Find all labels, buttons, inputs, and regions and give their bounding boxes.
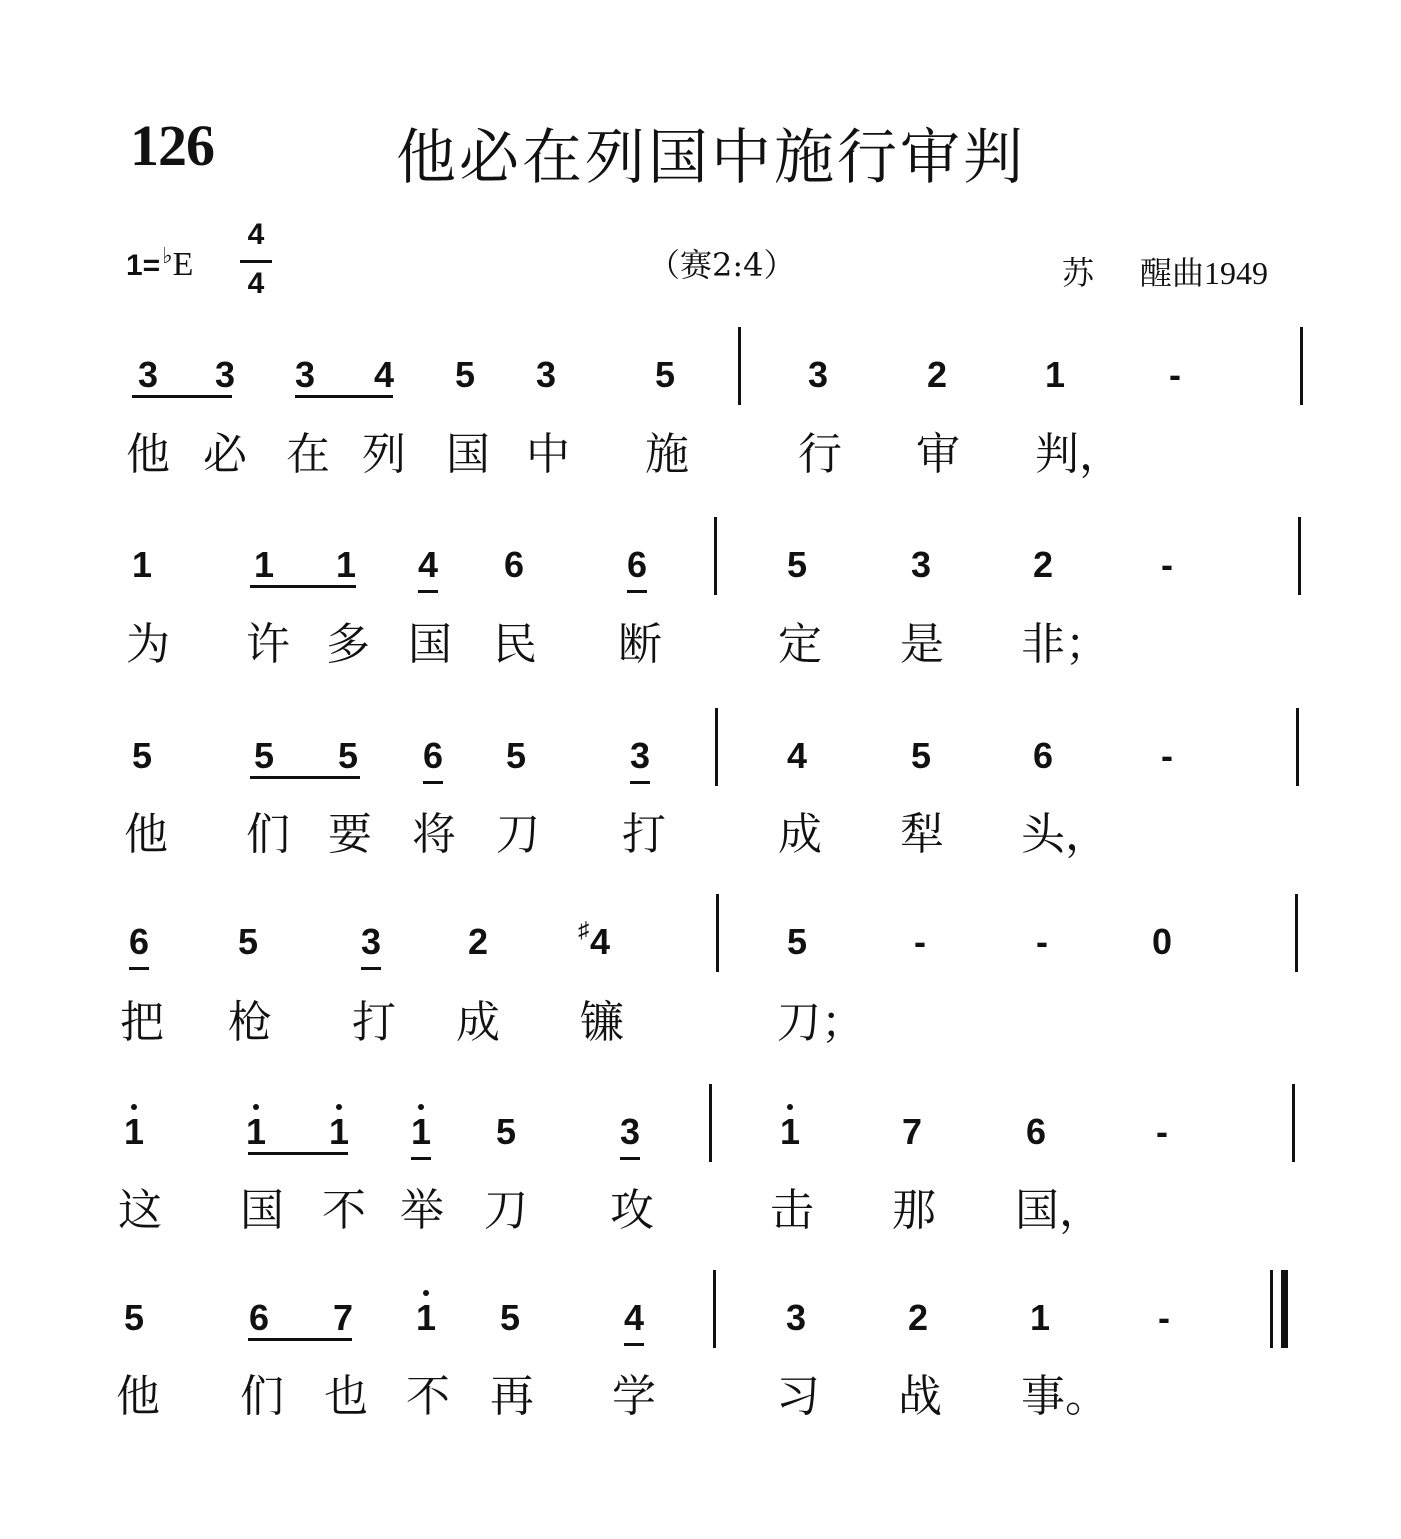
lyric-syllable: 行: [798, 429, 842, 480]
barline: [716, 894, 719, 972]
lyric-syllable: 必: [203, 429, 247, 480]
scripture-reference: （赛2:4）: [648, 246, 796, 284]
flat-symbol: ♭: [162, 244, 173, 269]
lyric-syllable: 头，: [1021, 809, 1109, 860]
lyric-syllable: 枪: [228, 997, 272, 1048]
eighth-underline: [423, 781, 443, 784]
composer-name-rest: 醒曲: [1140, 254, 1205, 292]
note-digit: 5: [454, 354, 476, 395]
eighth-beam: [250, 585, 356, 588]
note: [228, 922, 268, 962]
note-digit: 0: [1151, 921, 1173, 962]
note-digit: 5: [253, 735, 275, 776]
note: [777, 545, 817, 585]
note: [777, 922, 817, 962]
note: [244, 736, 284, 776]
note-digit: 6: [248, 1297, 270, 1338]
note-digit: 3: [137, 354, 159, 395]
lyric-syllable: 刀；: [777, 997, 865, 1048]
lyric-syllable: 那: [892, 1185, 936, 1236]
lyric-syllable: 为: [126, 619, 170, 670]
barline: [709, 1084, 712, 1162]
lyric-syllable: 把: [120, 997, 164, 1048]
note-digit: -: [914, 921, 926, 962]
note: [526, 355, 566, 395]
note-digit: -: [1161, 544, 1173, 585]
composer-surname: 苏: [1062, 254, 1095, 292]
note-digit: 6: [422, 735, 444, 776]
eighth-underline: [630, 781, 650, 784]
note-digit: 4: [786, 735, 808, 776]
lyric-syllable: 他: [126, 429, 170, 480]
time-signature-bar: [240, 260, 272, 263]
note: [364, 355, 404, 395]
lyric-syllable: 国: [240, 1185, 284, 1236]
composer-year: 1949: [1204, 255, 1269, 291]
note: [1023, 545, 1063, 585]
note: [486, 1112, 526, 1152]
time-signature: [240, 220, 272, 305]
eighth-beam: [132, 395, 232, 398]
note: [620, 736, 660, 776]
note: [244, 545, 284, 585]
composer-credit: [1062, 248, 1268, 294]
note: [1016, 1112, 1056, 1152]
key-letter: E: [172, 246, 194, 283]
note-digit: 5: [910, 735, 932, 776]
note: [777, 736, 817, 776]
note-digit: 1: [410, 1111, 432, 1152]
note-digit: 1: [1029, 1297, 1051, 1338]
note-digit: -: [1036, 921, 1048, 962]
time-signature-top: 4: [247, 218, 265, 251]
note-digit: 7: [901, 1111, 923, 1152]
lyric-syllable: 也: [324, 1371, 368, 1422]
lyric-syllable: 们: [240, 1371, 284, 1422]
note: [122, 736, 162, 776]
note-digit: 3: [910, 544, 932, 585]
note-dash: [1155, 355, 1195, 395]
note-digit: 4: [623, 1297, 645, 1338]
lyric-syllable: 犁: [900, 809, 944, 860]
note-digit: 1: [131, 544, 153, 585]
note-digit: 6: [503, 544, 525, 585]
eighth-beam: [248, 1152, 348, 1155]
note: [798, 355, 838, 395]
note-digit: -: [1156, 1111, 1168, 1152]
barline: [1270, 1270, 1273, 1348]
eighth-underline: [624, 1343, 644, 1346]
lyric-syllable: 攻: [610, 1185, 654, 1236]
lyric-syllable: 打: [352, 997, 396, 1048]
note: [496, 736, 536, 776]
lyric-syllable: 中: [526, 429, 570, 480]
note: [490, 1298, 530, 1338]
lyric-syllable: 他: [124, 809, 168, 860]
note-digit: 5: [123, 1297, 145, 1338]
note-digit: 5: [786, 921, 808, 962]
note-digit: 6: [128, 921, 150, 962]
lyric-syllable: 成: [456, 997, 500, 1048]
note: [770, 1112, 810, 1152]
high-octave-dot: [787, 1104, 793, 1110]
note: [1035, 355, 1075, 395]
note-digit: 3: [535, 354, 557, 395]
note-digit: 1: [779, 1111, 801, 1152]
note-digit: 7: [332, 1297, 354, 1338]
note: [1020, 1298, 1060, 1338]
high-octave-dot: [423, 1290, 429, 1296]
note-rest: [1142, 922, 1182, 962]
note: [401, 1112, 441, 1152]
lyric-syllable: 国: [446, 429, 490, 480]
note-digit: 1: [335, 544, 357, 585]
note: [114, 1298, 154, 1338]
lyric-syllable: 施: [645, 429, 689, 480]
note-dash: [1142, 1112, 1182, 1152]
note: [901, 736, 941, 776]
lyric-syllable: 国: [408, 619, 452, 670]
barline: [713, 1270, 716, 1348]
note-digit: 3: [629, 735, 651, 776]
note: [776, 1298, 816, 1338]
note: [319, 1112, 359, 1152]
high-octave-dot: [336, 1104, 342, 1110]
note-digit: 2: [926, 354, 948, 395]
note: [892, 1112, 932, 1152]
high-octave-dot: [253, 1104, 259, 1110]
barline: [738, 327, 741, 405]
lyric-syllable: 是: [900, 619, 944, 670]
eighth-underline: [411, 1157, 431, 1160]
eighth-beam: [248, 1338, 352, 1341]
note: [351, 922, 391, 962]
barline: [1292, 1084, 1295, 1162]
barline: [1298, 517, 1301, 595]
note-digit: 3: [807, 354, 829, 395]
note-digit: 3: [294, 354, 316, 395]
note-digit: 3: [785, 1297, 807, 1338]
note: [413, 736, 453, 776]
note-digit: 6: [1025, 1111, 1047, 1152]
note: [326, 545, 366, 585]
note: [614, 1298, 654, 1338]
lyric-syllable: 定: [778, 619, 822, 670]
note: [236, 1112, 276, 1152]
note-digit: 3: [360, 921, 382, 962]
eighth-underline: [620, 1157, 640, 1160]
note-digit: 1: [328, 1111, 350, 1152]
lyric-syllable: 学: [612, 1371, 656, 1422]
note-digit: 1: [415, 1297, 437, 1338]
note: [898, 1298, 938, 1338]
lyric-syllable: 战: [898, 1371, 942, 1422]
note-digit: 3: [619, 1111, 641, 1152]
barline: [715, 708, 718, 786]
lyric-syllable: 国，: [1015, 1185, 1103, 1236]
note-digit: 1: [123, 1111, 145, 1152]
lyric-syllable: 不: [406, 1371, 450, 1422]
note: [114, 1112, 154, 1152]
eighth-underline: [129, 967, 149, 970]
note-digit: 1: [1044, 354, 1066, 395]
note-digit: 5: [131, 735, 153, 776]
note-dash: [1144, 1298, 1184, 1338]
note: [205, 355, 245, 395]
note-digit: 5: [499, 1297, 521, 1338]
note: [328, 736, 368, 776]
barline: [1281, 1270, 1288, 1348]
note: [610, 1112, 650, 1152]
note: [239, 1298, 279, 1338]
lyric-syllable: 事。: [1021, 1371, 1109, 1422]
barline: [1295, 894, 1298, 972]
note-digit: 5: [495, 1111, 517, 1152]
note-digit: 6: [626, 544, 648, 585]
note: [323, 1298, 363, 1338]
lyric-syllable: 不: [322, 1185, 366, 1236]
eighth-underline: [418, 590, 438, 593]
note: [285, 355, 325, 395]
eighth-underline: [627, 590, 647, 593]
note: [119, 922, 159, 962]
note-dash: [900, 922, 940, 962]
note-digit: -: [1161, 735, 1173, 776]
note: [901, 545, 941, 585]
lyric-syllable: 镰: [580, 997, 624, 1048]
note: [645, 355, 685, 395]
hymn-number: 126: [130, 113, 214, 178]
lyric-syllable: 们: [246, 809, 290, 860]
lyric-syllable: 击: [770, 1185, 814, 1236]
lyric-syllable: 刀: [484, 1185, 528, 1236]
lyric-syllable: 这: [118, 1185, 162, 1236]
high-octave-dot: [418, 1104, 424, 1110]
barline: [1300, 327, 1303, 405]
lyric-syllable: 民: [493, 619, 537, 670]
lyric-syllable: 举: [400, 1185, 444, 1236]
eighth-beam: [295, 395, 393, 398]
note: [445, 355, 485, 395]
lyric-syllable: 在: [286, 429, 330, 480]
note: [578, 917, 620, 962]
hymn-title: 他必在列国中施行审判: [396, 123, 1026, 193]
lyric-syllable: 许: [246, 619, 290, 670]
note-dash: [1022, 922, 1062, 962]
note-digit: 2: [907, 1297, 929, 1338]
note-digit: 4: [417, 544, 439, 585]
barline: [1296, 708, 1299, 786]
note: [917, 355, 957, 395]
note-dash: [1147, 545, 1187, 585]
note-digit: 4: [589, 921, 611, 962]
note-digit: 2: [467, 921, 489, 962]
lyric-syllable: 审: [916, 429, 960, 480]
lyric-syllable: 判，: [1035, 429, 1123, 480]
note-digit: 3: [214, 354, 236, 395]
note: [128, 355, 168, 395]
lyric-syllable: 他: [116, 1371, 160, 1422]
lyric-syllable: 要: [328, 809, 372, 860]
note-digit: 4: [373, 354, 395, 395]
note: [406, 1298, 446, 1338]
note: [122, 545, 162, 585]
lyric-syllable: 成: [778, 809, 822, 860]
lyric-syllable: 打: [622, 809, 666, 860]
time-signature-bottom: 4: [247, 267, 265, 300]
key-signature: [126, 246, 193, 284]
note: [494, 545, 534, 585]
note-digit: 5: [654, 354, 676, 395]
note-digit: 5: [786, 544, 808, 585]
note: [408, 545, 448, 585]
key-prefix: 1=: [126, 249, 161, 282]
note-digit: 1: [253, 544, 275, 585]
note-digit: 6: [1032, 735, 1054, 776]
note: [617, 545, 657, 585]
lyric-syllable: 再: [490, 1371, 534, 1422]
high-octave-dot: [131, 1104, 137, 1110]
barline: [714, 517, 717, 595]
note-digit: 5: [237, 921, 259, 962]
eighth-beam: [250, 776, 360, 779]
note-digit: 5: [505, 735, 527, 776]
lyric-syllable: 断: [618, 619, 662, 670]
note-digit: 2: [1032, 544, 1054, 585]
sharp-symbol: ♯: [578, 917, 589, 942]
lyric-syllable: 多: [326, 619, 370, 670]
note-digit: 1: [245, 1111, 267, 1152]
note: [1023, 736, 1063, 776]
note-dash: [1147, 736, 1187, 776]
lyric-syllable: 将: [412, 809, 456, 860]
lyric-syllable: 习: [776, 1371, 820, 1422]
note-digit: 5: [337, 735, 359, 776]
note-digit: -: [1158, 1297, 1170, 1338]
lyric-syllable: 刀: [496, 809, 540, 860]
note: [458, 922, 498, 962]
note-digit: -: [1169, 354, 1181, 395]
lyric-syllable: 列: [362, 429, 406, 480]
lyric-syllable: 非；: [1021, 619, 1109, 670]
eighth-underline: [361, 967, 381, 970]
